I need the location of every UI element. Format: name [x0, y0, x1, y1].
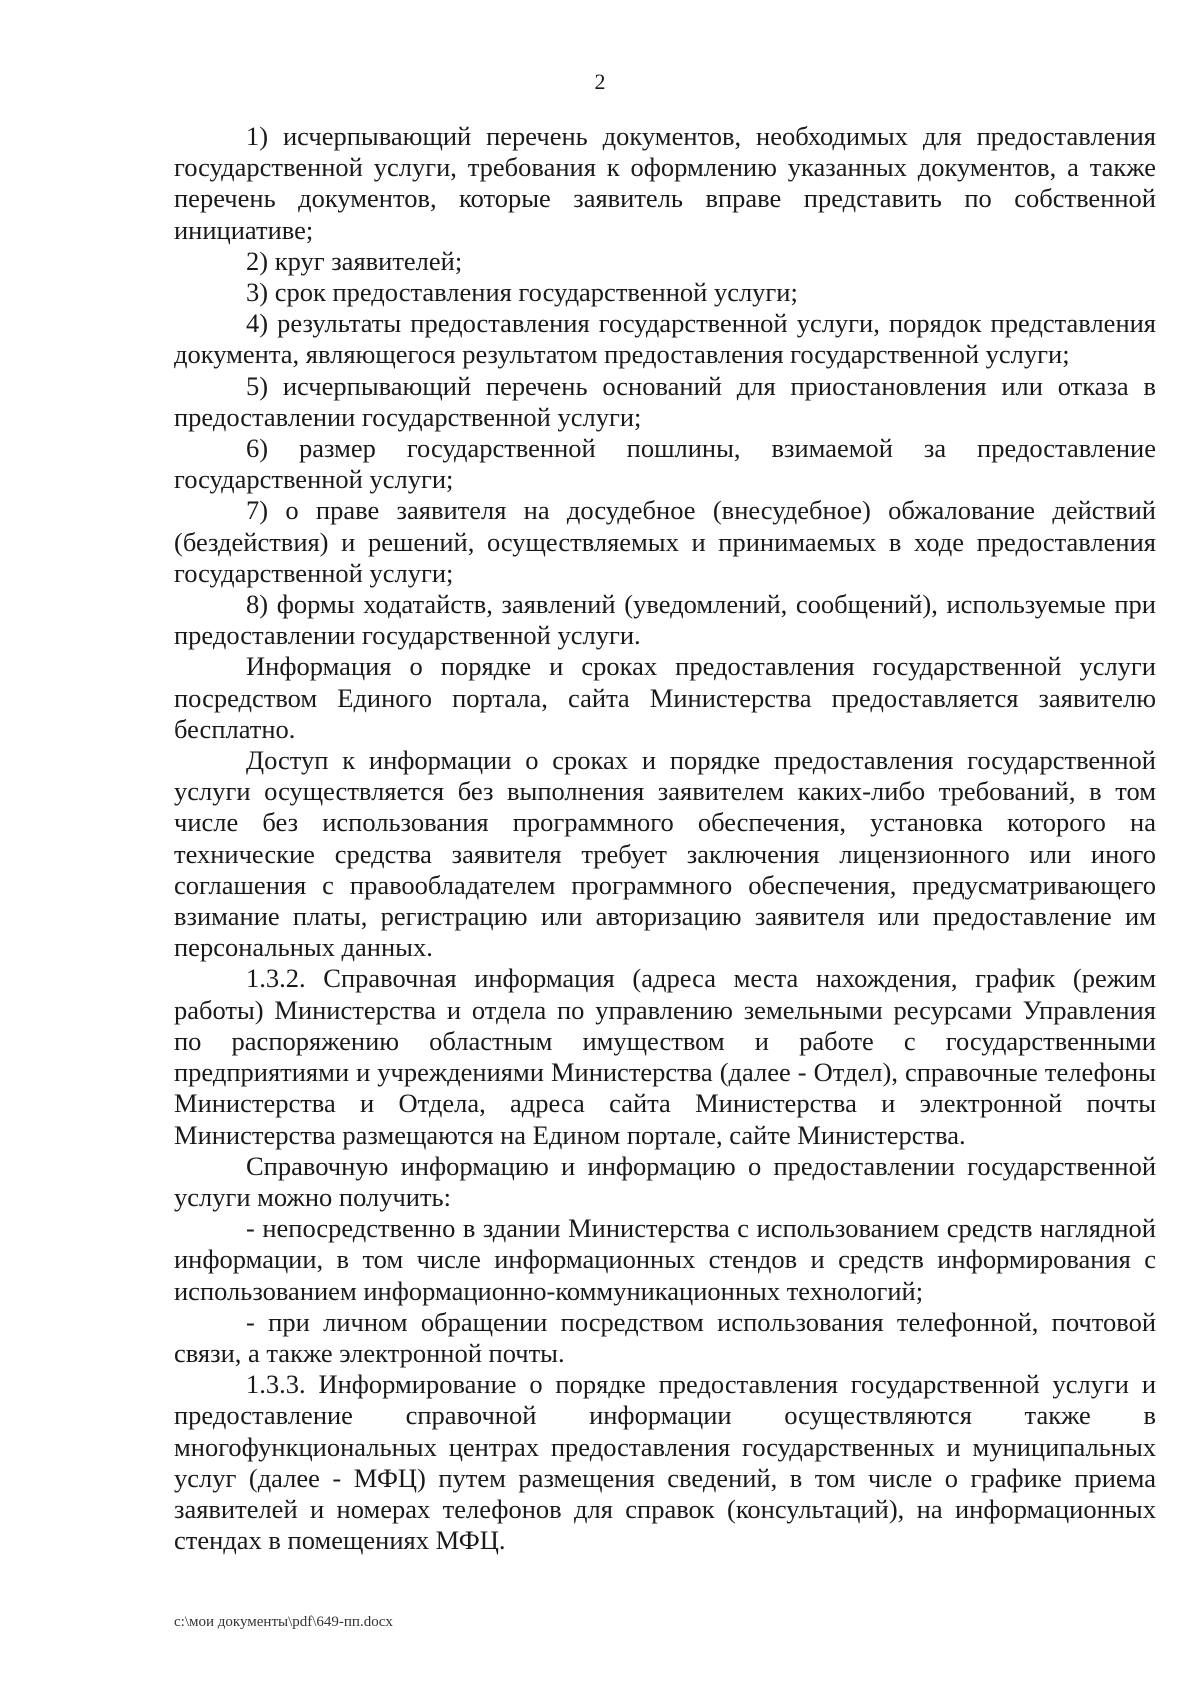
paragraph-3: 3) срок предоставления государственной услуги;	[246, 277, 798, 308]
paragraph-6: 6) размер государственной пошлины, взимаемой за предоставление государственной услуги;	[174, 433, 1156, 495]
paragraph-13: - непосредственно в здании Министерства с использованием средств наглядной информации, в том числе информационных стендов и средств информирования с использованием информационно-коммуникационных технологий;	[174, 1213, 1156, 1306]
paragraph-5: 5) исчерпывающий перечень оснований для приостановления или отказа в предоставлении государственной услуги;	[174, 370, 1156, 432]
footer-file-path: c:\мои документы\pdf\649-пп.docx	[174, 1614, 393, 1630]
paragraph-2: 2) круг заявителей;	[246, 245, 463, 276]
document-body	[174, 121, 1156, 1556]
paragraph-7: 7) о праве заявителя на досудебное (внесудебное) обжалование действий (бездействия) и решений, осуществляемых и принимаемых в ходе предоставления государственной услуги;	[174, 495, 1156, 588]
paragraph-8: 8) формы ходатайств, заявлений (уведомлений, сообщений), используемые при предоставлении государственной услуги.	[174, 589, 1156, 651]
paragraph-10: Доступ к информации о сроках и порядке предоставления государственной услуги осуществляется без выполнения заявителем каких-либо требований, в том числе без использования программного обеспечения, установка которого на технические средства заявителя требует заключения лицензионного или иного соглашения с правообладателем программного обеспечения, предусматривающего взимание платы, регистрацию или авторизацию заявителя или предоставление им персональных данных.	[174, 745, 1156, 963]
paragraph-14: - при личном обращении посредством использования телефонной, почтовой связи, а также электронной почты.	[174, 1306, 1156, 1368]
paragraph-9: Информация о порядке и сроках предоставления государственной услуги посредством Единого портала, сайта Министерства предоставляется заявителю бесплатно.	[174, 651, 1156, 744]
paragraph-11: 1.3.2. Справочная информация (адреса места нахождения, график (режим работы) Министерства и отдела по управлению земельными ресурсами Управления по распоряжению областным имуществом и работе с государственными предприятиями и учреждениями Министерства (далее - Отдел), справочные телефоны Министерства и Отдела, адреса сайта Министерства и электронной почты Министерства размещаются на Едином портале, сайте Министерства.	[174, 963, 1156, 1150]
paragraph-1: 1) исчерпывающий перечень документов, необходимых для предоставления государственной услуги, требования к оформлению указанных документов, а также перечень документов, которые заявитель вправе представить по собственной инициативе;	[174, 121, 1156, 245]
paragraph-4: 4) результаты предоставления государственной услуги, порядок представления документа, являющегося результатом предоставления государственной услуги;	[174, 308, 1156, 370]
page-number: 2	[594, 69, 606, 94]
paragraph-15: 1.3.3. Информирование о порядке предоставления государственной услуги и предоставление справочной информации осуществляются также в многофункциональных центрах предоставления государственных и муниципальных услуг (далее - МФЦ) путем размещения сведений, в том числе о графике приема заявителей и номерах телефонов для справок (консультаций), на информационных стендах в помещениях МФЦ.	[174, 1369, 1156, 1556]
paragraph-12: Справочную информацию и информацию о предоставлении государственной услуги можно получить:	[174, 1150, 1156, 1212]
